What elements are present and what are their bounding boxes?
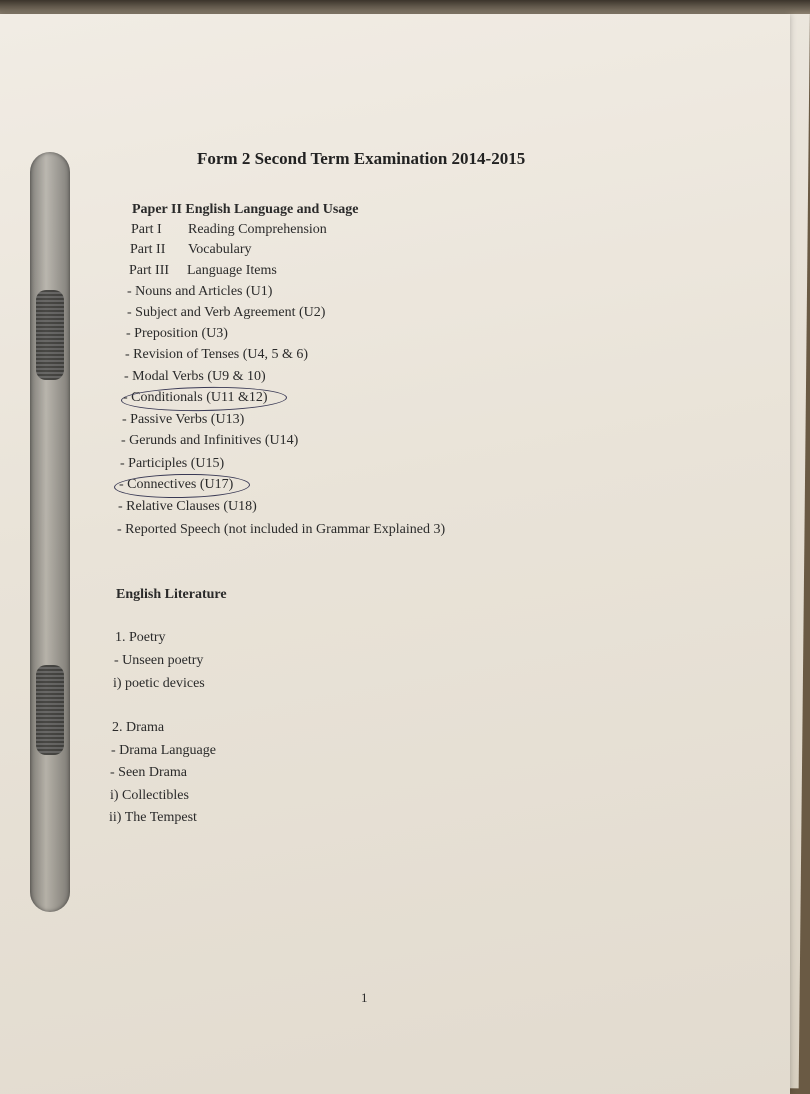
document-title: Form 2 Second Term Examination 2014-2015: [197, 149, 526, 168]
literature-line: 2. Drama: [112, 720, 165, 735]
literature-line: - Drama Language: [111, 743, 216, 758]
language-item: - Passive Verbs (U13): [122, 412, 245, 427]
language-item: - Relative Clauses (U18): [118, 499, 257, 514]
literature-line: ii) The Tempest: [109, 810, 197, 825]
literature-line: 1. Poetry: [115, 630, 166, 645]
language-item: - Modal Verbs (U9 & 10): [124, 369, 266, 384]
part-name: Reading Comprehension: [188, 222, 327, 237]
part-label: Part III: [129, 263, 170, 278]
language-item: - Subject and Verb Agreement (U2): [127, 305, 326, 320]
literature-line: i) Collectibles: [110, 788, 189, 803]
part-name: Vocabulary: [188, 242, 252, 257]
page-number: 1: [361, 990, 368, 1005]
language-item: - Reported Speech (not included in Grammar Explained 3): [117, 522, 446, 537]
paper-heading: Paper II English Language and Usage: [132, 202, 359, 217]
language-item: - Preposition (U3): [126, 326, 228, 341]
literature-line: - Seen Drama: [110, 765, 187, 780]
part-name: Language Items: [187, 263, 277, 278]
language-item: - Revision of Tenses (U4, 5 & 6): [125, 347, 309, 362]
literature-line: i) poetic devices: [113, 676, 205, 691]
literature-heading: English Literature: [116, 587, 227, 602]
part-label: Part II: [130, 242, 166, 257]
language-item: - Gerunds and Infinitives (U14): [121, 433, 299, 448]
language-item: - Conditionals (U11 &12): [123, 390, 268, 405]
literature-line: - Unseen poetry: [114, 653, 204, 668]
language-item: - Connectives (U17): [119, 477, 234, 492]
part-label: Part I: [131, 222, 162, 237]
language-item: - Nouns and Articles (U1): [127, 284, 273, 299]
language-item: - Participles (U15): [120, 456, 225, 471]
